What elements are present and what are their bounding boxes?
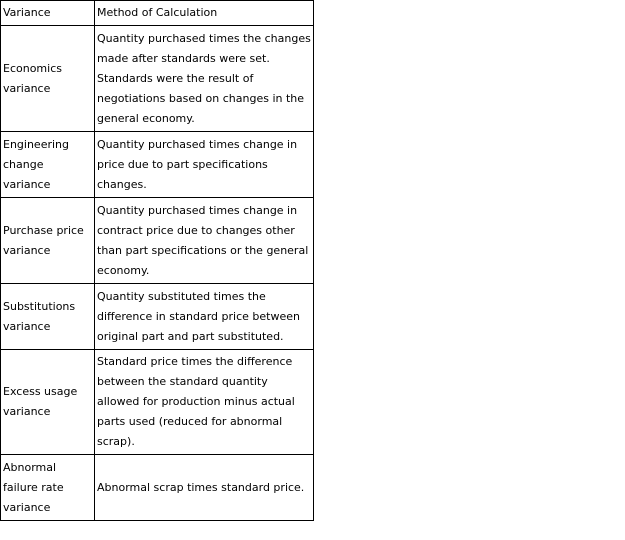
variance-name-cell: Abnormal failure rate variance — [1, 455, 95, 521]
table-row — [1, 132, 314, 198]
table-row — [1, 284, 314, 350]
method-cell: Quantity purchased times the changes made after standards were set. Standards were the result of negotiations based on changes in the general economy. — [95, 26, 314, 132]
table-row — [1, 455, 314, 521]
method-cell: Quantity purchased times change in price due to part specifications changes. — [95, 132, 314, 198]
table-row — [1, 198, 314, 284]
header-variance: Variance — [1, 1, 95, 26]
variance-name-cell: Engineering change variance — [1, 132, 95, 198]
variance-name-cell: Economics variance — [1, 26, 95, 132]
header-method-of-calculation: Method of Calculation — [95, 1, 314, 26]
table-row — [1, 350, 314, 455]
variance-name-cell: Excess usage variance — [1, 350, 95, 455]
method-cell: Abnormal scrap times standard price. — [95, 455, 314, 521]
method-cell: Quantity purchased times change in contract price due to changes other than part specifications or the general economy. — [95, 198, 314, 284]
header-row — [1, 1, 314, 26]
variance-name-cell: Purchase price variance — [1, 198, 95, 284]
method-cell: Quantity substituted times the difference in standard price between original part and part substituted. — [95, 284, 314, 350]
table-row — [1, 26, 314, 132]
method-cell: Standard price times the difference between the standard quantity allowed for production minus actual parts used (reduced for abnormal scrap). — [95, 350, 314, 455]
variance-name-cell: Substitutions variance — [1, 284, 95, 350]
variance-table — [0, 0, 314, 521]
